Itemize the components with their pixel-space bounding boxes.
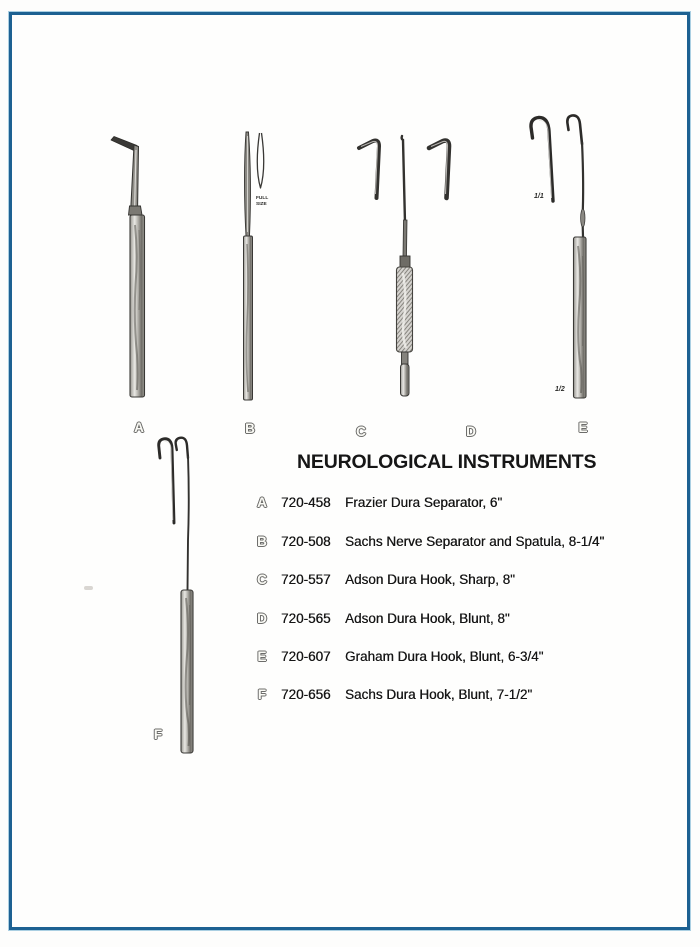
instrument-e-graham-dura-hook-illustration xyxy=(520,106,598,406)
figure-label-c: C xyxy=(356,424,366,439)
row-letter: E xyxy=(257,649,267,664)
row-letter: C xyxy=(257,572,267,587)
instrument-cd-adson-dura-hooks-illustration xyxy=(350,128,456,403)
row-description: Frazier Dura Separator, 6" xyxy=(345,495,503,510)
page-title: NEUROLOGICAL INSTRUMENTS xyxy=(297,451,597,473)
catalog-row-e xyxy=(253,648,593,666)
row-description: Sachs Nerve Separator and Spatula, 8-1/4" xyxy=(345,534,605,549)
row-letter: F xyxy=(257,687,267,702)
row-description: Graham Dura Hook, Blunt, 6-3/4" xyxy=(345,649,544,664)
row-code: 720-656 xyxy=(281,687,331,702)
figure-label-a: A xyxy=(134,420,144,435)
instrument-f-sachs-dura-hook-illustration xyxy=(147,430,202,760)
instrument-b-sachs-nerve-separator-illustration xyxy=(234,128,278,408)
row-letter: B xyxy=(257,534,267,549)
row-description: Adson Dura Hook, Sharp, 8" xyxy=(345,572,515,587)
row-code: 720-508 xyxy=(281,534,331,549)
catalog-row-b xyxy=(253,533,605,551)
figure-label-d: D xyxy=(466,424,476,439)
row-code: 720-565 xyxy=(281,611,331,626)
row-code: 720-607 xyxy=(281,649,331,664)
full-size-note: FULL SIZE xyxy=(256,196,269,207)
row-code: 720-557 xyxy=(281,572,331,587)
catalog-row-f xyxy=(253,686,593,704)
row-description: Adson Dura Hook, Blunt, 8" xyxy=(345,611,510,626)
figure-label-b: B xyxy=(245,421,255,436)
row-description: Sachs Dura Hook, Blunt, 7-1/2" xyxy=(345,687,533,702)
catalog-row-c xyxy=(253,571,593,589)
catalog-row-d xyxy=(253,610,593,628)
row-code: 720-458 xyxy=(281,495,331,510)
row-letter: D xyxy=(257,611,267,626)
scale-note-full-size: 1/1 xyxy=(534,193,544,200)
row-letter: A xyxy=(257,495,267,510)
catalog-row-a xyxy=(253,494,593,512)
instrument-a-frazier-dura-separator-illustration xyxy=(105,130,165,405)
figure-label-e: E xyxy=(578,420,588,435)
scale-note-half-size: 1/2 xyxy=(555,386,565,393)
scan-smudge xyxy=(84,586,93,590)
figure-label-f: F xyxy=(153,727,163,742)
